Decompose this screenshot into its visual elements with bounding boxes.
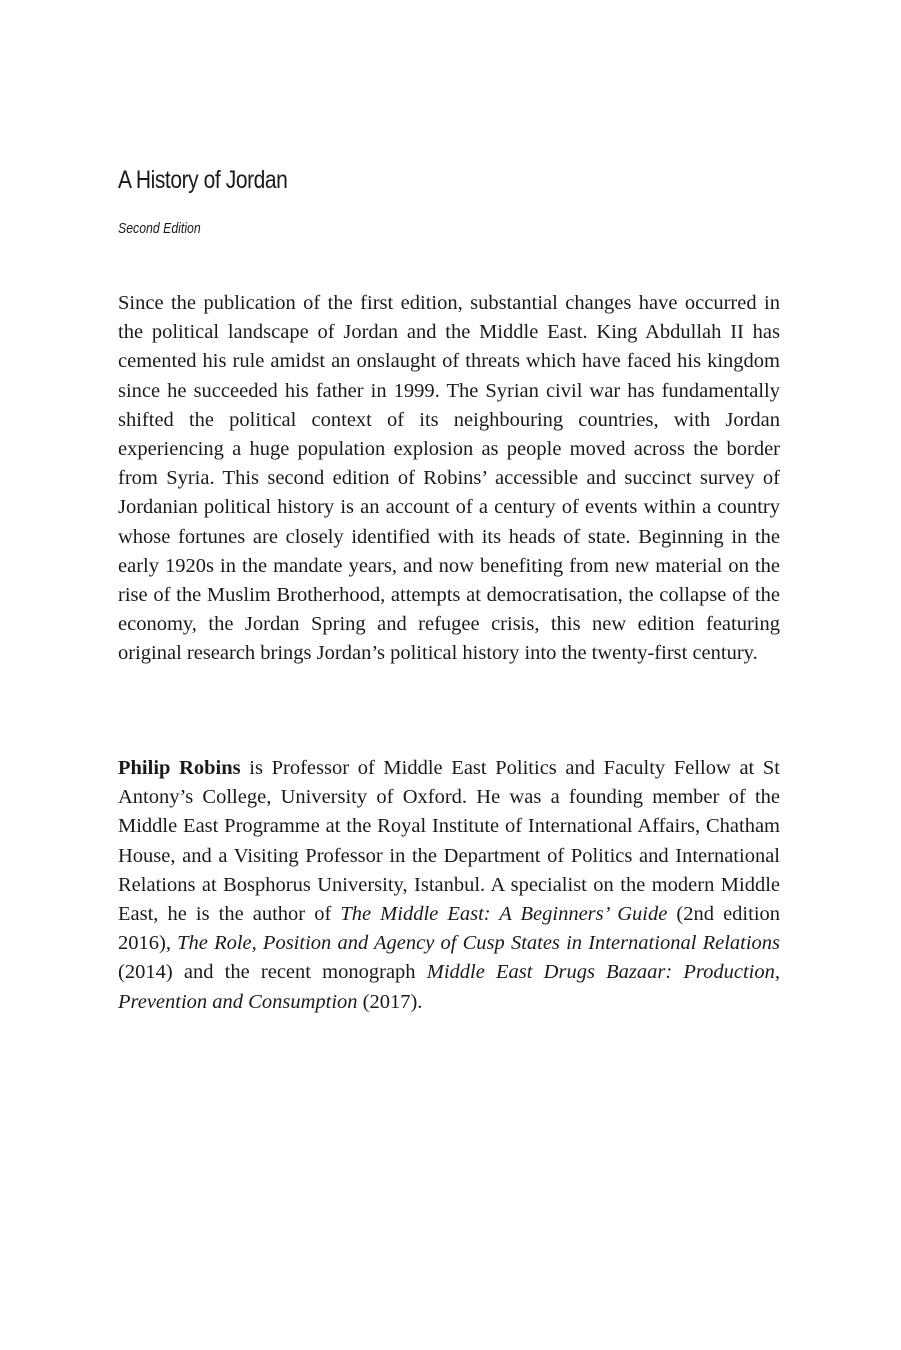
cited-book-title: The Middle East: A Beginners’ Guide [340,903,668,926]
cited-book-title: Middle East Drugs Bazaar: Production, Prevention and Consumption [118,961,780,1013]
bio-text: (2nd edition 2016), [118,903,781,955]
cited-book-title: The Role, Position and Agency of Cusp States in International Relations [177,932,781,955]
book-description: Since the publication of the first edition, substantial changes have occurred in the political landscape of Jordan and the Middle East. King Abdullah II has cemented his rule amidst an onslaught of threats which have faced his kingdom since he succeeded his father in 1999. The Syrian civil war has fundamentally shifted the political context of its neighbouring countries, with Jordan experiencing a huge population explosion as people moved across the border from Syria. This second edition of Robins’ accessible and succinct survey of Jordanian political history is an account of a century of events within a country whose fortunes are closely identified with its heads of state. Beginning in the early 1920s in the mandate years, and now benefiting from new material on the rise of the Muslim Brotherhood, attempts at democratisation, the collapse of the economy, the Jordan Spring and refugee crisis, this new edition featuring original research brings Jordan’s political history into the twenty-first century. [118,292,780,665]
edition-label: Second Edition [118,220,201,237]
author-biography [118,754,780,1017]
bio-text: is Professor of Middle East Politics and Faculty Fellow at St Antony’s College, University of Oxford. He was a founding member of the Middle East Programme at the Royal Institute of International Affairs, Chatham House, and a Visiting Professor in the Department of Politics and International Relations at Bosphorus University, Istanbul. A specialist on the modern Middle East, he is the author of [118,757,780,926]
book-title: A History of Jordan [118,166,288,194]
author-name: Philip Robins [118,757,241,779]
bio-text: (2017). [357,990,423,1013]
bio-text: (2014) and the recent monograph [118,961,427,984]
